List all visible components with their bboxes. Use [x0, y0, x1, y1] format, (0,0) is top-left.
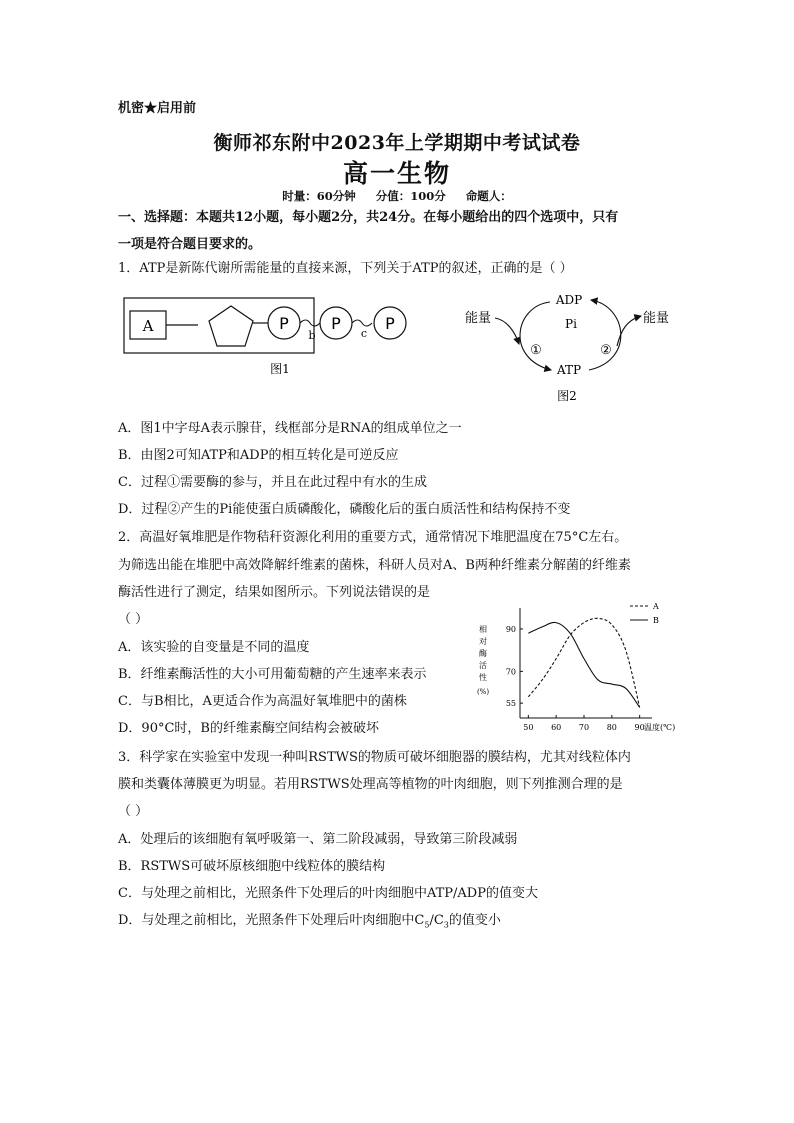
q2-option-c: C．与B相比，A更适合作为高温好氧堆肥中的菌株: [118, 694, 407, 709]
q3-blank: （ ）: [118, 804, 149, 819]
bond-c-label: c: [360, 327, 368, 340]
energy-in-arrow: [495, 318, 519, 344]
q1-figure1: [118, 290, 428, 380]
confidential-mark: 机密★启用前: [118, 101, 197, 116]
q3-stem-line2: 膜和类囊体薄膜更为明显。若用RSTWS处理高等植物的叶肉细胞，则下列推测合理的是: [118, 777, 623, 792]
y-tick-label: 55: [505, 699, 516, 709]
q3-option-a: A．处理后的该细胞有氧呼吸第一、第二阶段减弱，导致第三阶段减弱: [118, 832, 518, 847]
q3-option-d-sub1: 5: [424, 920, 430, 930]
q1-option-b: B．由图2可知ATP和ADP的相互转化是可逆反应: [118, 448, 399, 463]
q3-option-d-prefix: D．与处理之前相比，光照条件下处理后叶肉细胞中C: [118, 913, 425, 928]
exam-title: 衡师祁东附中2023年上学期期中考试试卷: [213, 132, 581, 154]
q2-stem-line3: 酶活性进行了测定，结果如图所示。下列说法错误的是: [118, 585, 431, 600]
x-tick-label: 90: [634, 723, 645, 732]
q3-option-d-slash: /C: [429, 913, 444, 928]
exam-author: 命题人：: [465, 189, 512, 203]
adp-label: ADP: [555, 293, 583, 307]
q3-option-d-sub2: 3: [443, 920, 449, 930]
y-axis-label-char: 酶: [479, 649, 487, 658]
process1-label: ①: [530, 343, 542, 358]
phosphate-1-label: P: [279, 314, 289, 333]
process1-arrow: [520, 302, 551, 370]
legend-label-B: B: [653, 616, 659, 625]
q3-option-d-suffix: 的值变小: [448, 913, 501, 928]
figure2-caption: 图2: [557, 389, 577, 403]
section-heading-line1: 一、选择题：本题共12小题，每小题2分，共24分。在每小题给出的四个选项中，只有: [118, 210, 619, 225]
x-tick-label: 80: [606, 723, 617, 732]
process2-label: ②: [600, 343, 612, 358]
bond-b-label: b: [308, 329, 316, 342]
q3-option-b: B．RSTWS可破坏原核细胞中线粒体的膜结构: [118, 859, 386, 874]
phosphate-2-label: P: [331, 314, 341, 333]
ribose-pentagon: [209, 306, 253, 346]
y-axis-label-char: 活: [479, 661, 487, 670]
pi-label: Pi: [565, 317, 577, 331]
y-axis-label-unit: (%): [476, 688, 490, 696]
q1-stem: 1．ATP是新陈代谢所需能量的直接来源，下列关于ATP的叙述，正确的是（ ）: [118, 261, 573, 276]
x-tick-label: 50: [523, 723, 534, 732]
exam-subject: 高一生物: [342, 159, 451, 188]
x-axis-label: 温度(℃): [644, 723, 676, 732]
q2-option-d: D．90°C时，B的纤维素酶空间结构会被破坏: [118, 721, 379, 736]
q2-blank: （ ）: [118, 612, 149, 627]
figure1-caption: 图1: [270, 362, 290, 376]
q3-option-d: [118, 913, 501, 934]
phosphate-3-label: P: [385, 314, 395, 333]
energy-left-label: 能量: [464, 311, 492, 326]
y-axis-label-char: 性: [479, 673, 487, 682]
y-tick-label: 70: [505, 667, 516, 677]
series-line-B: [528, 622, 639, 707]
q1-option-c: C．过程①需要酶的参与，并且在此过程中有水的生成: [118, 475, 427, 490]
series-line-A: [528, 618, 639, 707]
energy-right-label: 能量: [642, 311, 670, 326]
exam-meta: [0, 188, 794, 204]
q2-option-b: B．纤维素酶活性的大小可用葡萄糖的产生速率来表示: [118, 667, 427, 682]
atp-label: ATP: [556, 363, 582, 377]
q1-figure2: [455, 288, 685, 408]
legend-label-A: A: [653, 602, 659, 611]
exam-score: 分值：100分: [375, 189, 446, 203]
q3-stem-line1: 3．科学家在实验室中发现一种叫RSTWS的物质可破坏细胞器的膜结构，尤其对线粒体内: [118, 750, 631, 765]
high-energy-bond-c: [352, 320, 372, 326]
x-tick-label: 70: [578, 723, 590, 732]
q2-stem-line2: 为筛选出能在堆肥中高效降解纤维素的菌株，科研人员对A、B两种纤维素分解菌的纤维素: [118, 558, 631, 573]
q1-option-d: D．过程②产生的Pi能使蛋白质磷酸化，磷酸化后的蛋白质活性和结构保持不变: [118, 502, 571, 517]
q3-option-c: C．与处理之前相比，光照条件下处理后的叶肉细胞中ATP/ADP的值变大: [118, 886, 538, 901]
q2-stem-line1: 2．高温好氧堆肥是作物秸秆资源化利用的重要方式，通常情况下堆肥温度在75°C左右。: [118, 530, 628, 545]
high-energy-bond-b: [300, 320, 320, 326]
exam-time: 时量：60分钟: [282, 189, 356, 203]
q2-option-a: A．该实验的自变量是不同的温度: [118, 640, 310, 655]
y-axis-label-char: 对: [479, 637, 487, 646]
y-tick-label: 90: [505, 624, 516, 634]
y-axis-label-char: 相: [479, 625, 487, 634]
q1-option-a: A．图1中字母A表示腺苷，线框部分是RNA的组成单位之一: [118, 421, 462, 436]
x-tick-label: 60: [551, 723, 562, 732]
process2-arrow: [589, 300, 621, 370]
q2-enzyme-activity-chart: [470, 598, 680, 743]
base-label: A: [142, 317, 154, 335]
section-heading-line2: 一项是符合题目要求的。: [118, 237, 262, 252]
